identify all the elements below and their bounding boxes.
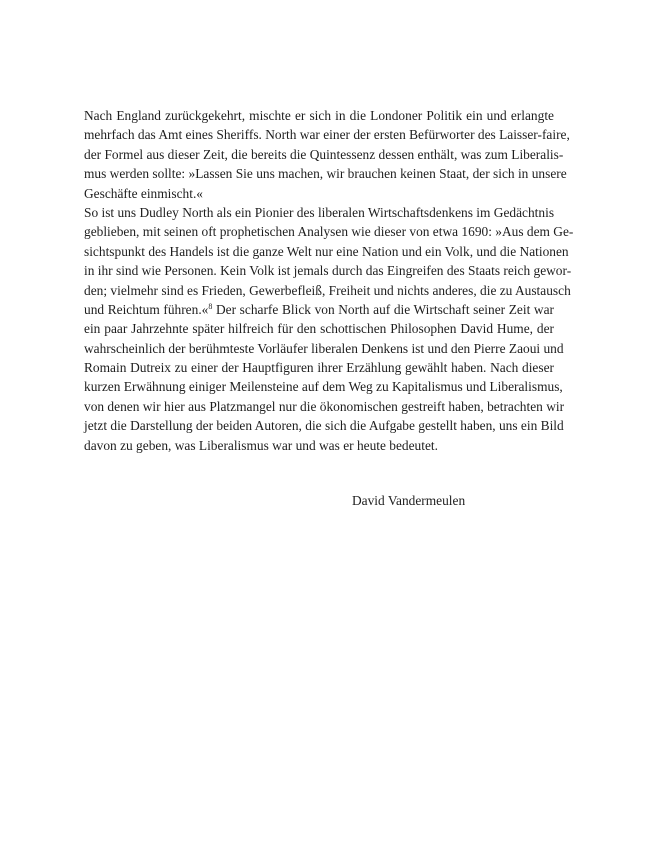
body-text [84, 106, 574, 455]
text-line: von denen wir hier aus Platzmangel nur die ökonomischen gestreift haben, betrachten wir [84, 398, 565, 414]
text-line: So ist uns Dudley North als ein Pionier des liberalen Wirtschaftsdenkens im Gedächtnis [84, 204, 555, 220]
text-fragment: und Reichtum führen.« [84, 301, 209, 317]
paragraph-2 [84, 203, 574, 455]
text-line: Romain Dutreix zu einer der Hauptfiguren ihrer Erzählung gewählt haben. Nach dieser [84, 360, 554, 376]
text-line: Geschäfte einmischt.« [84, 185, 203, 201]
text-line: geblieben, mit seinen oft prophetischen Analysen wie dieser von etwa 1690: »Aus dem Ge- [84, 224, 574, 240]
text-line: kurzen Erwähnung einiger Meilensteine auf dem Weg zu Kapitalismus und Liberalismus, [84, 379, 563, 395]
text-line: der Formel aus dieser Zeit, die bereits die Quintessenz dessen enthält, was zum Liberalis- [84, 146, 564, 162]
author-signature: David Vandermeulen [352, 493, 466, 508]
text-line: in ihr sind wie Personen. Kein Volk ist jemals durch das Eingreifen des Staats reich gewor- [84, 263, 572, 279]
text-line: den; vielmehr sind es Frieden, Gewerbefleiß, Freiheit und nichts anderes, die zu Austausch [84, 282, 571, 298]
text-line: mus werden sollte: »Lassen Sie uns machen, wir brauchen keinen Staat, der sich in unsere [84, 166, 567, 182]
text-line: ein paar Jahrzehnte später hilfreich für den schottischen Philosophen David Hume, der [84, 321, 554, 337]
text-line: jetzt die Darstellung der beiden Autoren, die sich die Aufgabe gestellt haben, uns ein Bild [84, 418, 564, 434]
text-line: Nach England zurückgekehrt, mischte er sich in die Londoner Politik ein und erlangte [84, 108, 554, 123]
footnote-reference[interactable]: 8 [208, 301, 213, 311]
paragraph-1 [84, 106, 570, 203]
text-line-with-footnote [84, 300, 554, 319]
text-line: sichtspunkt des Handels ist die ganze Welt nur eine Nation und ein Volk, und die Nationen [84, 243, 569, 259]
text-line: mehrfach das Amt eines Sheriffs. North war einer der ersten Befürworter des Laisser-faire, [84, 127, 570, 143]
text-fragment: Der scharfe Blick von North auf die Wirtschaft seiner Zeit war [212, 301, 554, 317]
text-line: wahrscheinlich der berühmteste Vorläufer liberalen Denkens ist und den Pierre Zaoui und [84, 340, 564, 356]
text-line: davon zu geben, was Liberalismus war und was er heute bedeutet. [84, 437, 438, 453]
